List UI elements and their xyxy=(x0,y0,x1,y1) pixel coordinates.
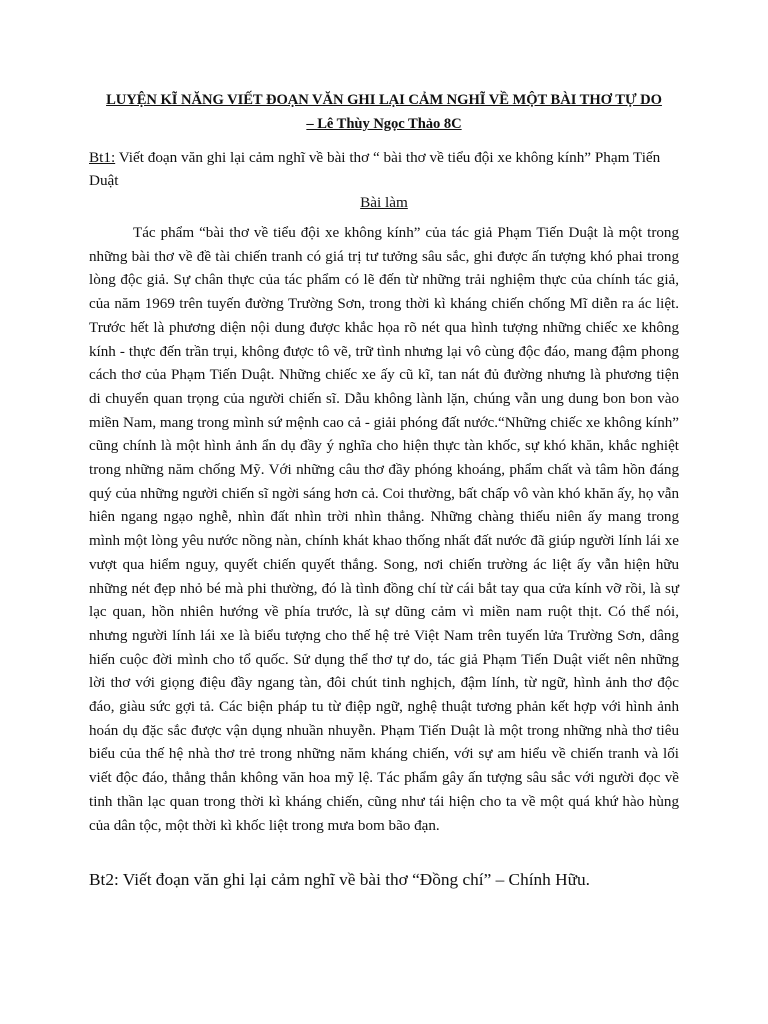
essay-paragraph: Tác phẩm “bài thơ về tiểu đội xe không kính” của tác giả Phạm Tiến Duật là một trong những bài thơ về đề tài chiến tranh có giá trị tư tưởng sâu sắc, ghi được ấn tượng khó phai trong lòng độc giả. Sự chân thực của tác phẩm có lẽ đến từ những trải nghiệm thực của chính tác giả, của năm 1969 trên tuyến đường Trường Sơn, trong thời kì kháng chiến chống Mĩ diễn ra ác liệt. Trước hết là phương diện nội dung được khắc họa rõ nét qua hình tượng những chiếc xe không kính - thực đến trần trụi, không được tô vẽ, trữ tình nhưng lại vô cùng độc đáo, mang đậm phong cách thơ của Phạm Tiến Duật. Những chiếc xe ấy cũ kĩ, tan nát đủ đường nhưng là phương tiện di chuyển quan trọng của người chiến sĩ. Dẫu không lành lặn, chúng vẫn ung dung bon bon vào miền Nam, mang trong mình sứ mệnh cao cả - giải phóng đất nước.“Những chiếc xe không kính” cũng chính là một hình ảnh ẩn dụ đầy ý nghĩa cho hiện thực tàn khốc, sự khó khăn, khắc nghiệt trong những năm chống Mỹ. Với những câu thơ đầy phóng khoáng, phẩm chất và tâm hồn đáng quý của những người chiến sĩ ngời sáng hơn cả. Coi thường, bất chấp vô vàn khó khăn ấy, họ vẫn hiên ngang ngạo nghễ, nhìn đất nhìn trời nhìn thẳng. Những chàng thiếu niên ấy mang trong mình một lòng yêu nước nồng nàn, chính khát khao thống nhất đất nước đã giúp người lính lái xe vượt qua hiểm nguy, quyết chiến quyết thắng. Song, nơi chiến trường ác liệt ấy vẫn hiện hữu những nét đẹp nhỏ bé mà phi thường, đó là tình đồng chí từ cái bắt tay qua cửa kính vỡ rồi, là sự lạc quan, hồn nhiên hướng về phía trước, là sự dũng cảm vì miền nam ruột thịt. Có thể nói, nhưng người lính lái xe là biểu tượng cho thế hệ trẻ Việt Nam trên tuyến lửa Trường Sơn, dâng hiến cuộc đời mình cho tổ quốc. Sử dụng thể thơ tự do, tác giả Phạm Tiến Duật viết nên những lời thơ với giọng điệu đầy ngang tàn, đôi chút tinh nghịch, đậm lính, từ ngữ, hình ảnh thơ độc đáo, giàu sức gợi tả. Các biện pháp tu từ điệp ngữ, nghệ thuật tương phản kết hợp với hình ảnh hoán dụ đặc sắc được vận dụng nhuần nhuyễn. Phạm Tiến Duật là một trong những nhà thơ tiêu biểu của thế hệ nhà thơ trẻ trong những năm kháng chiến, với sự am hiểu về chiến tranh và lối viết độc đáo, thẳng thắn không văn hoa mỹ lệ. Tác phẩm gây ấn tượng sâu sắc với người đọc về tinh thần lạc quan trong thời kì kháng chiến, cũng như tái hiện cho ta về một quá khứ hào hùng của dân tộc, một thời kì khốc liệt trong mưa bom bão đạn. xyxy=(89,225,679,834)
essay-heading: Bài làm xyxy=(360,194,408,211)
exercise-1-prompt xyxy=(89,146,679,192)
document-title-line-2: – Lê Thùy Ngọc Thảo 8C xyxy=(306,116,462,132)
exercise-2-prompt: Bt2: Viết đoạn văn ghi lại cảm nghĩ về bài thơ “Đồng chí” – Chính Hữu. xyxy=(89,870,590,890)
document-page xyxy=(89,88,679,892)
exercise-1-label: Bt1: xyxy=(89,149,116,166)
document-title-line-1: LUYỆN KĨ NĂNG VIẾT ĐOẠN VĂN GHI LẠI CẢM NGHĨ VỀ MỘT BÀI THƠ TỰ DO xyxy=(106,92,662,108)
exercise-1-text: Viết đoạn văn ghi lại cảm nghĩ về bài thơ “ bài thơ về tiểu đội xe không kính” Phạm Tiến Duật xyxy=(89,149,661,189)
